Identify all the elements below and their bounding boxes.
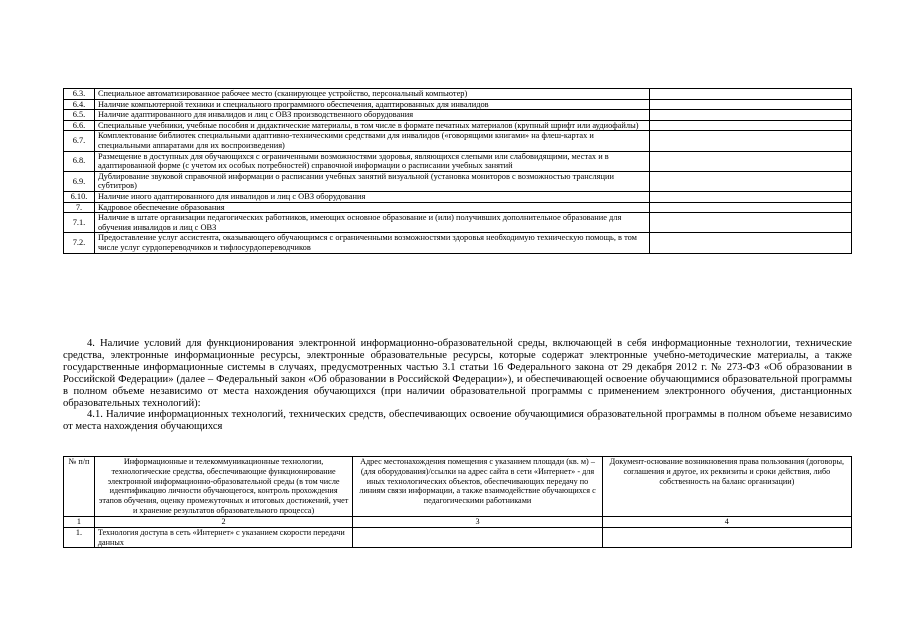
row-number: 7.2. [64,233,95,253]
row-number: 1. [64,527,95,548]
row-number: 6.5. [64,110,95,121]
row-document [602,527,851,548]
table-row [64,99,852,110]
table-row [64,527,852,548]
row-description: Кадровое обеспечение образования [94,202,649,213]
column-number-row [64,516,852,527]
table-header-row [64,457,852,517]
adaptive-conditions-table [63,88,852,254]
row-value [649,89,851,100]
row-number: 6.10. [64,191,95,202]
row-value [649,131,851,151]
table-row [64,233,852,253]
row-description: Наличие компьютерной техники и специального программного обеспечения, адаптированных для инвалидов [94,99,649,110]
header-cell-address: Адрес местонахождения помещения с указанием площади (кв. м) – (для оборудования)/ссылки на адрес сайта в сети «Интернет» - для иных технологических объектов, обеспечивающих передачу по линиям связи информации, а также взаимодействие обучающихся с педагогическими работниками [353,457,602,517]
paragraph-4: 4. Наличие условий для функционирования электронной информационно-образовательной среды, включающей в себя информационные технологии, технические средства, электронные информационные ресурсы, электронные образовательные ресурсы, которые содержат электронные учебно-методические материалы, а также государственные информационные системы в случаях, предусмотренных частью 3.1 статьи 16 Федерального закона от 29 декабря 2012 г. № 273-ФЗ «Об образовании в Российской Федерации» (далее – Федеральный закон «Об образовании в Российской Федерации»), и обеспечивающей освоение обучающимися образовательной программы в полном объеме независимо от места нахождения обучающихся (при наличии образовательной программы с применением электронного обучения, дистанционных образовательных технологий): [63,338,852,409]
row-value [649,213,851,233]
row-description: Наличие иного адаптированного для инвалидов и лиц с ОВЗ оборудования [94,191,649,202]
column-number: 2 [94,516,352,527]
row-value [649,171,851,191]
row-number: 6.7. [64,131,95,151]
header-cell-document: Документ-основание возникновения права пользования (договоры, соглашения и другое, их реквизиты и сроки действия, либо собственность на баланс организации) [602,457,851,517]
paragraph-4-1: 4.1. Наличие информационных технологий, технических средств, обеспечивающих освоение обучающимися образовательной программы в полном объеме независимо от места нахождения обучающихся [63,409,852,433]
column-number: 4 [602,516,851,527]
row-description: Наличие в штате организации педагогических работников, имеющих основное образование и (или) получивших дополнительное образование для обучения инвалидов и лиц с ОВЗ [94,213,649,233]
row-description: Дублирование звуковой справочной информации о расписании учебных занятий визуальной (установка мониторов с возможностью трансляции субтитров) [94,171,649,191]
it-resources-table [63,456,852,548]
row-number: 7. [64,202,95,213]
column-number: 3 [353,516,602,527]
row-number: 6.6. [64,120,95,131]
row-number: 6.8. [64,151,95,171]
row-value [649,120,851,131]
table-row [64,213,852,233]
row-value [649,151,851,171]
row-value [649,110,851,121]
row-number: 6.3. [64,89,95,100]
row-value [649,202,851,213]
row-description: Специальные учебники, учебные пособия и дидактические материалы, в том числе в формате печатных материалов (крупный шрифт или аудиофайлы) [94,120,649,131]
table-row [64,202,852,213]
table-row [64,120,852,131]
table-row [64,131,852,151]
table-row [64,89,852,100]
row-number: 6.4. [64,99,95,110]
row-description: Специальное автоматизированное рабочее место (сканирующее устройство, персональный компьютер) [94,89,649,100]
section-4-text [63,338,852,433]
table-row [64,191,852,202]
row-description: Комплектование библиотек специальными адаптивно-техническими средствами для инвалидов («говорящими книгами» на флеш-картах и специальными аппаратами для их воспроизведения) [94,131,649,151]
table-row [64,171,852,191]
row-number: 7.1. [64,213,95,233]
row-technology: Технология доступа в сеть «Интернет» с указанием скорости передачи данных [94,527,352,548]
header-cell-num: № п/п [64,457,95,517]
row-value [649,99,851,110]
header-cell-technologies: Информационные и телекоммуникационные технологии, технологические средства, обеспечивающие функционирование электронной информационно-образовательной среды (в том числе идентификацию личности обучающегося, контроль прохождения этапов обучения, оценку промежуточных и итоговых достижений, учет и хранение результатов образовательного процесса) [94,457,352,517]
row-value [649,191,851,202]
row-number: 6.9. [64,171,95,191]
column-number: 1 [64,516,95,527]
row-description: Размещение в доступных для обучающихся с ограниченными возможностями здоровья, являющихся слепыми или слабовидящими, местах и в адаптированной форме (с учетом их особых потребностей) справочной информации о расписании учебных занятий [94,151,649,171]
row-description: Предоставление услуг ассистента, оказывающего обучающимся с ограниченными возможностями здоровья необходимую техническую помощь, в том числе услуг сурдопереводчиков и тифлосурдопереводчиков [94,233,649,253]
row-address [353,527,602,548]
row-description: Наличие адаптированного для инвалидов и лиц с ОВЗ производственного оборудования [94,110,649,121]
table-row [64,151,852,171]
row-value [649,233,851,253]
table-row [64,110,852,121]
